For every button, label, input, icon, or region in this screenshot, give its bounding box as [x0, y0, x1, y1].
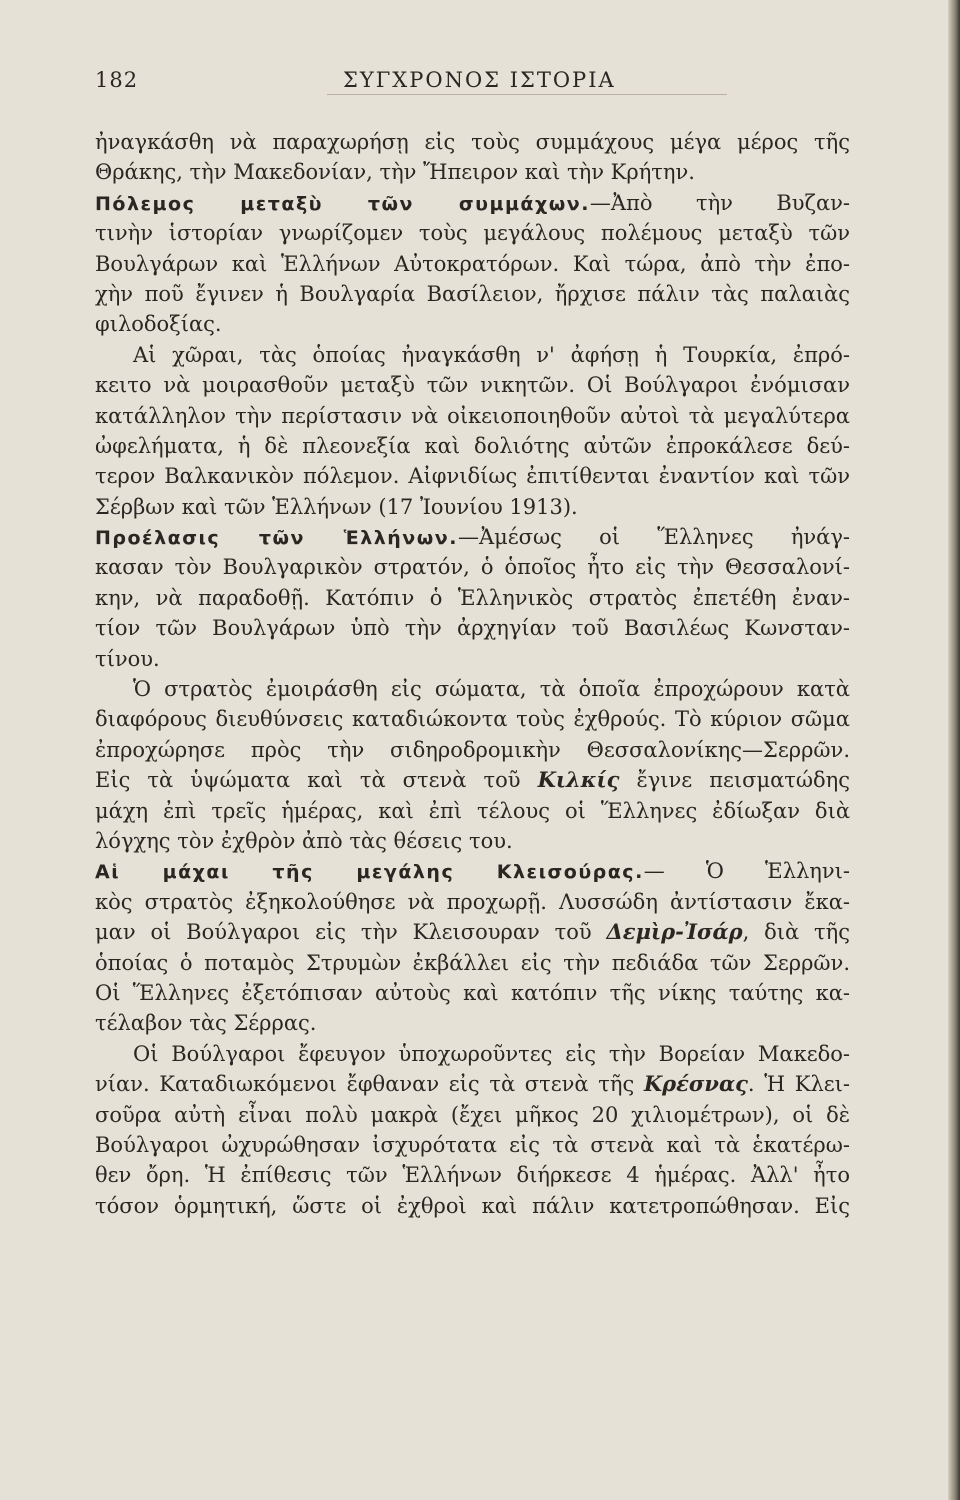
text-line: Αἱ μάχαι τῆς μεγάλης Κλεισούρας.— Ὁ Ἑλληνι-: [95, 859, 850, 884]
text-line: μάχη ἐπὶ τρεῖς ἡμέρας, καὶ ἐπὶ τέλους οἱ Ἕλληνες ἐδίωξαν διὰ: [95, 798, 850, 823]
text-line: τινὴν ἱστορίαν γνωρίζομεν τοὺς μεγάλους πολέμους μεταξὺ τῶν: [95, 221, 850, 246]
text-line: Βούλγαροι ὠχυρώθησαν ἰσχυρότατα εἰς τὰ στενὰ καὶ τὰ ἑκατέρω-: [95, 1132, 850, 1157]
text-line: Σέρβων καὶ τῶν Ἑλλήνων (17 Ἰουνίου 1913).: [95, 494, 578, 519]
body-text: [95, 127, 850, 1221]
text-line: Ὁ στρατὸς ἐμοιράσθη εἰς σώματα, τὰ ὁποῖα ἐπροχώρουν κατὰ: [133, 677, 850, 702]
section-heading-kleisoura-battles: Αἱ μάχαι τῆς μεγάλης Κλεισούρας.: [95, 861, 644, 884]
text-line: Οἱ Ἕλληνες ἐξετόπισαν αὐτοὺς καὶ κατόπιν τῆς νίκης ταύτης κα-: [95, 980, 850, 1005]
page-number: 182: [95, 68, 139, 92]
text-line: φιλοδοξίας.: [95, 312, 222, 337]
text-line: ἐπροχώρησε πρὸς τὴν σιδηροδρομικὴν Θεσσαλονίκης—Σερρῶν.: [95, 737, 850, 762]
place-name-demir-hisar: Δεμὶρ-Ἰσάρ: [606, 919, 743, 945]
text-line: κην, νὰ παραδοθῇ. Κατόπιν ὁ Ἑλληνικὸς στρατὸς ἐπετέθη ἐναν-: [95, 585, 850, 610]
text-line: τέλαβον τὰς Σέρρας.: [95, 1011, 317, 1036]
section-heading-greek-advance: Προέλασις τῶν Ἑλλήνων.: [95, 527, 458, 550]
text-line: θεν ὄρη. Ἡ ἐπίθεσις τῶν Ἑλλήνων διήρκεσε 4 ἡμέρας. Ἀλλ' ἦτο: [95, 1163, 850, 1188]
text-line: Βουλγάρων καὶ Ἑλλήνων Αὐτοκρατόρων. Καὶ τώρα, ἀπὸ τὴν ἐπο-: [95, 251, 850, 276]
text-line: κασαν τὸν Βουλγαρικὸν στρατόν, ὁ ὁποῖος ἦτο εἰς τὴν Θεσσαλονί-: [95, 555, 850, 580]
text-line: μαν οἱ Βούλγαροι εἰς τὴν Κλεισουραν τοῦ Δεμὶρ-Ἰσάρ, διὰ τῆς: [95, 919, 850, 945]
text-line: ἠναγκάσθη νὰ παραχωρήσῃ εἰς τοὺς συμμάχους μέγα μέρος τῆς: [95, 130, 850, 154]
text-line: ὠφελήματα, ἡ δὲ πλεονεξία καὶ δολιότης αὐτῶν ἐπροκάλεσε δεύ-: [95, 433, 850, 458]
text-line: διαφόρους διευθύνσεις καταδιώκοντα τοὺς ἐχθρούς. Τὸ κύριον σῶμα: [95, 707, 850, 732]
text-line: κατάλληλον τὴν περίστασιν νὰ οἰκειοποιηθοῦν αὐτοὶ τὰ μεγαλύτερα: [95, 403, 850, 428]
text-line: Αἱ χῶραι, τὰς ὁποίας ἠναγκάσθη ν' ἀφήσῃ ἡ Τουρκία, ἐπρό-: [133, 342, 850, 367]
text-line: λόγχης τὸν ἐχθρὸν ἀπὸ τὰς θέσεις του.: [95, 828, 513, 853]
text-line: Οἱ Βούλγαροι ἔφευγον ὑποχωροῦντες εἰς τὴν Βορείαν Μακεδο-: [133, 1041, 850, 1066]
text-line: Θράκης, τὴν Μακεδονίαν, τὴν Ἤπειρον καὶ τὴν Κρήτην.: [95, 160, 695, 185]
text-line: τόσον ὁρμητική, ὥστε οἱ ἐχθροὶ καὶ πάλιν κατετροπώθησαν. Εἰς: [95, 1193, 850, 1218]
text-line: Εἰς τὰ ὑψώματα καὶ τὰ στενὰ τοῦ Κιλκίς ἔγινε πεισματώδης: [95, 767, 851, 793]
text-line: ὁποίας ὁ ποταμὸς Στρυμὼν ἐκβάλλει εἰς τὴν πεδιάδα τῶν Σερρῶν.: [95, 950, 850, 975]
text-line: τερον Βαλκανικὸν πόλεμον. Αἰφνιδίως ἐπιτίθενται ἐναντίον καὶ τῶν: [95, 464, 850, 489]
place-name-kresna: Κρέσνας: [643, 1071, 748, 1097]
text-line: νίαν. Καταδιωκόμενοι ἔφθαναν εἰς τὰ στενὰ τῆς Κρέσνας. Ἡ Κλει-: [95, 1071, 850, 1097]
text-line: Πόλεμος μεταξὺ τῶν συμμάχων.—Ἀπὸ τὴν Βυζαν-: [95, 190, 850, 215]
text-line: τίον τῶν Βουλγάρων ὑπὸ τὴν ἀρχηγίαν τοῦ Βασιλέως Κωνσταν-: [95, 616, 850, 641]
text-line: χὴν ποῦ ἔγινεν ἡ Βουλγαρία Βασίλειον, ἤρχισε πάλιν τὰς παλαιὰς: [95, 281, 850, 306]
section-heading-war-between-allies: Πόλεμος μεταξὺ τῶν συμμάχων.: [95, 192, 590, 215]
place-name-kilkis: Κιλκίς: [537, 767, 620, 793]
running-title: ΣΥΓΧΡΟΝΟΣ ΙΣΤΟΡΙΑ: [343, 68, 616, 92]
book-spine-shadow: [948, 0, 960, 1500]
text-line: Προέλασις τῶν Ἑλλήνων.—Ἀμέσως οἱ Ἕλληνες ἠνάγ-: [95, 525, 851, 550]
text-line: τίνου.: [95, 646, 160, 671]
text-line: κειτο νὰ μοιρασθοῦν μεταξὺ τῶν νικητῶν. Οἱ Βούλγαροι ἐνόμισαν: [95, 373, 850, 398]
text-line: σοῦρα αὐτὴ εἶναι πολὺ μακρὰ (ἔχει μῆκος 20 χιλιομέτρων), οἱ δὲ: [95, 1102, 850, 1127]
page-header: [95, 64, 845, 100]
text-line: κὸς στρατὸς ἐξηκολούθησε νὰ προχωρῇ. Λυσσώδη ἀντίστασιν ἔκα-: [95, 889, 850, 914]
header-rule: [327, 94, 727, 95]
